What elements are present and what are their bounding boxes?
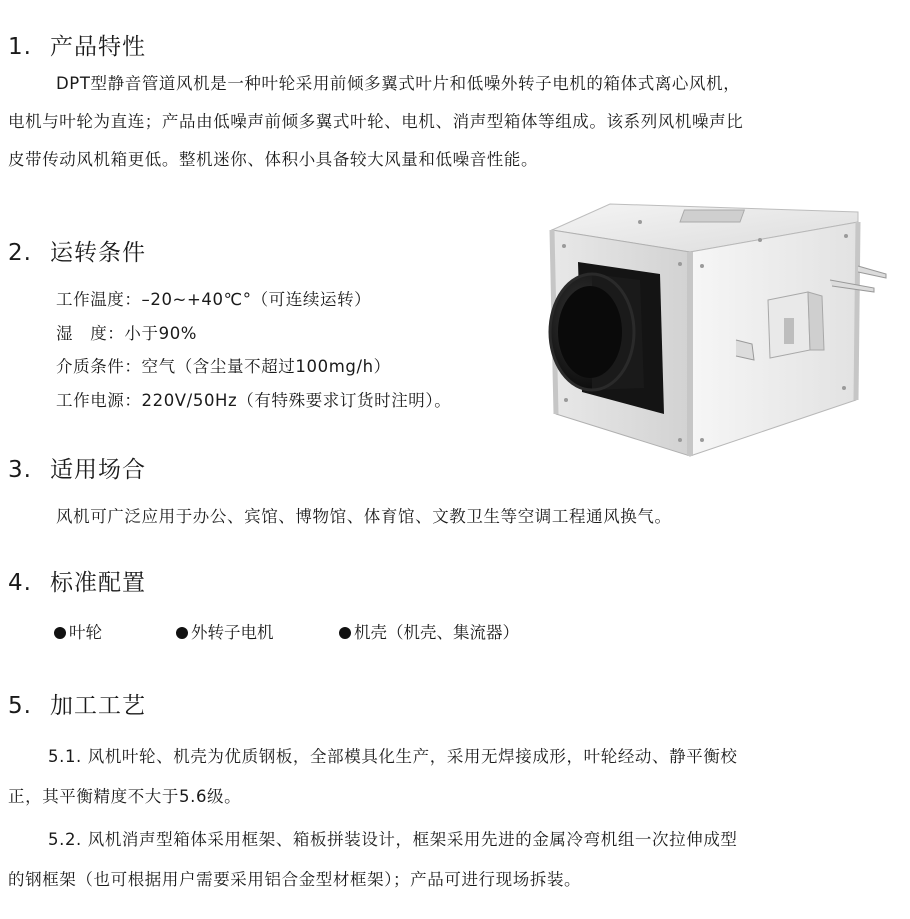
config-item-label: 外转子电机 [191, 623, 274, 642]
bullet-dot-icon [339, 627, 351, 639]
config-item-motor [176, 619, 274, 643]
section-1-number: 1. [8, 34, 32, 60]
section-2-number: 2. [8, 240, 32, 266]
condition-power: 工作电源：220V/50Hz（有特殊要求订货时注明）。 [56, 391, 452, 410]
process-5-2-line-2: 的钢框架（也可根据用户需要采用铝合金型材框架）；产品可进行现场拆装。 [8, 870, 582, 889]
section-2-title: 运转条件 [49, 240, 146, 266]
process-5-2-line-1: 5.2. 风机消声型箱体采用框架、箱板拼装设计，框架采用先进的金属冷弯机组一次拉伸成型 [48, 830, 738, 849]
section-3-text: 风机可广泛应用于办公、宾馆、博物馆、体育馆、文教卫生等空调工程通风换气。 [56, 507, 672, 526]
config-item-label: 机壳（机壳、集流器） [354, 623, 519, 642]
config-item-impeller [54, 619, 102, 643]
section-1-title: 产品特性 [49, 34, 146, 60]
section-4-number: 4. [8, 570, 32, 596]
process-5-1-line-1: 5.1. 风机叶轮、机壳为优质钢板，全部模具化生产，采用无焊接成形，叶轮经动、静平衡校 [48, 747, 738, 766]
section-4-heading [8, 564, 146, 597]
section-5-number: 5. [8, 693, 32, 719]
bullet-dot-icon [176, 627, 188, 639]
section-3-heading [8, 451, 146, 484]
condition-humidity: 湿 度：小于90% [56, 324, 198, 343]
section-5-heading [8, 687, 146, 720]
section-1-heading [8, 28, 146, 61]
section-1-line-1: DPT型静音管道风机是一种叶轮采用前倾多翼式叶片和低噪外转子电机的箱体式离心风机， [56, 74, 741, 93]
section-2-heading [8, 234, 146, 267]
section-5-title: 加工工艺 [49, 693, 146, 719]
condition-temperature: 工作温度：–20~+40℃°（可连续运转） [56, 290, 372, 309]
config-item-label: 叶轮 [69, 623, 102, 642]
process-5-1-line-2: 正，其平衡精度不大于5.6级。 [8, 787, 242, 806]
section-3-title: 适用场合 [49, 457, 146, 483]
condition-medium: 介质条件：空气（含尘量不超过100mg/h） [56, 357, 391, 376]
section-3-number: 3. [8, 457, 32, 483]
duct-fan-product-image [540, 200, 890, 460]
section-4-title: 标准配置 [49, 570, 146, 596]
section-1-line-2: 电机与叶轮为直连；产品由低噪声前倾多翼式叶轮、电机、消声型箱体等组成。该系列风机噪声比 [8, 112, 744, 131]
bullet-dot-icon [54, 627, 66, 639]
fan-top-label [680, 210, 744, 222]
section-1-line-3: 皮带传动风机箱更低。整机迷你、体积小具备较大风量和低噪音性能。 [8, 150, 539, 169]
config-item-casing [339, 619, 519, 643]
